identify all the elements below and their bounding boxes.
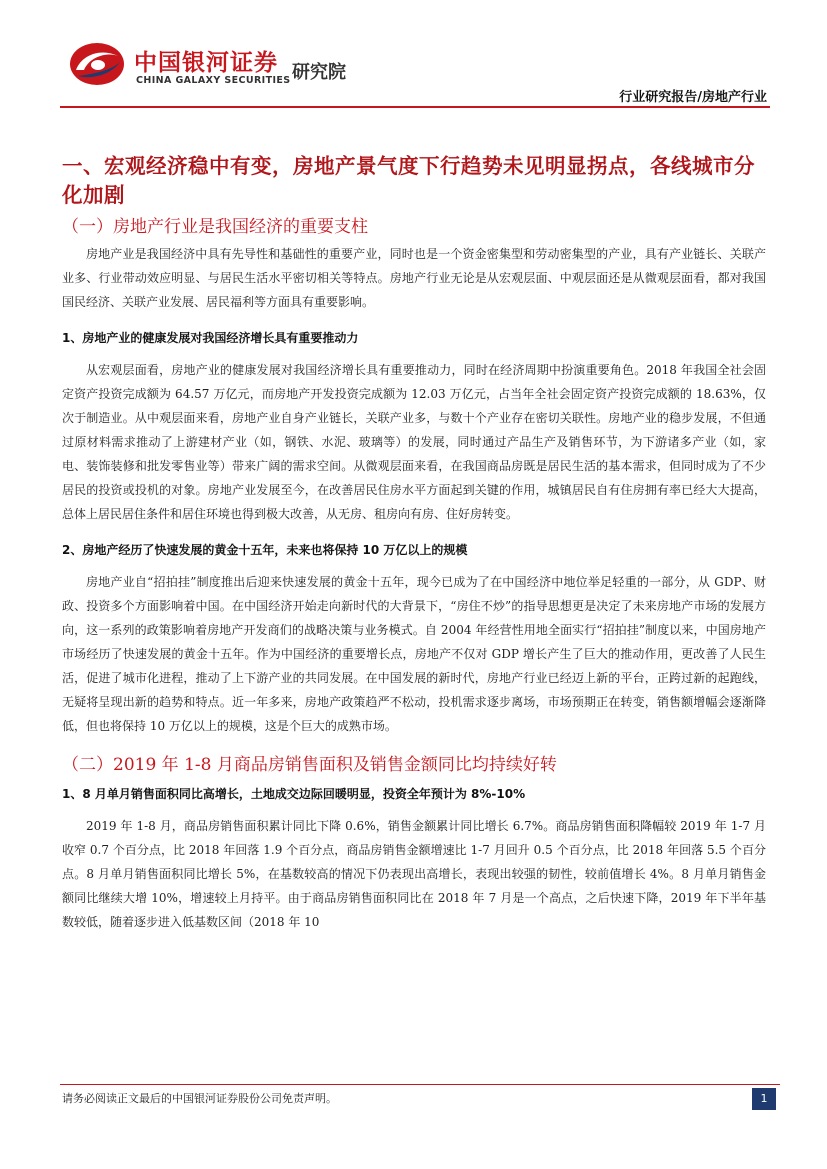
page-number: 1: [752, 1088, 776, 1110]
subsection-title-2: （二）2019 年 1-8 月商品房销售面积及销售金额同比均持续好转: [62, 755, 557, 775]
report-type-label: 行业研究报告/房地产行业: [619, 90, 767, 105]
point-1-paragraph: 从宏观层面看，房地产业的健康发展对我国经济增长具有重要推动力，同时在经济周期中扮演重要角色。2018 年我国全社会固定资产投资完成额为 64.57 万亿元，而房地产开发投资完成额为 12.03 万亿元，占当年全社会固定资产投资完成额的 18.63%，仅次于制造业。从中观层面来看，房地产业自身产业链长，关联产业多，与数十个产业存在密切关联性。房地产业的稳步发展，不但通过原材料需求推动了上游建材产业（如，钢铁、水泥、玻璃等）的发展，同时通过产品生产及销售环节，为下游诸多产业（如，家电、装饰装修和批发零售业等）带来广阔的需求空间。从微观层面来看，在我国商品房既是居民生活的基本需求，但同时成为了不少居民的投资或投机的对象。房地产业发展至今，在改善居民住房水平方面起到关键的作用，城镇居民自有住房拥有率已经大大提高，总体上居民居住条件和居住环境也得到极大改善，从无房、租房向有房、住好房转变。: [62, 363, 766, 521]
footer-divider: [60, 1084, 780, 1085]
point-2-heading: 2、房地产经历了快速发展的黄金十五年，未来也将保持 10 万亿以上的规模: [62, 543, 468, 557]
main-content: [62, 152, 766, 934]
sub2-point-1-heading: 1、8 月单月销售面积同比高增长，土地成交边际回暖明显，投资全年预计为 8%-10%: [62, 787, 526, 801]
section-title: 一、宏观经济稳中有变，房地产景气度下行趋势未见明显拐点，各线城市分化加剧: [62, 154, 755, 207]
point-2-paragraph: 房地产业自“招拍挂”制度推出后迎来快速发展的黄金十五年，现今已成为了在中国经济中地位举足轻重的一部分，从 GDP、财政、投资多个方面影响着中国。在中国经济开始走向新时代的大背景下，“房住不炒”的指导思想更是决定了未来房地产市场的发展方向，这一系列的政策影响着房地产开发商们的战略决策与业务模式。自 2004 年经营性用地全面实行“招拍挂”制度以来，中国房地产市场经历了快速发展的黄金十五年。作为中国经济的重要增长点，房地产不仅对 GDP 增长产生了巨大的推动作用，更改善了人民生活，促进了城市化进程，推动了上下游产业的共同发展。在中国发展的新时代，房地产行业已经迈上新的平台，正跨过新的起跑线，无疑将呈现出新的趋势和特点。近一年多来，房地产政策趋严不松动，投机需求逐步离场，市场预期正在转变，销售额增幅会逐渐降低，但也将保持 10 万亿以上的规模，这是个巨大的成熟市场。: [62, 575, 766, 733]
sub2-point-1-paragraph: 2019 年 1-8 月，商品房销售面积累计同比下降 0.6%，销售金额累计同比增长 6.7%。商品房销售面积降幅较 2019 年 1-7 月收窄 0.7 个百分点，比 2018 年回落 1.9 个百分点，商品房销售金额增速比 1-7 月回升 0.5 个百分点，比 2018 年回落 5.5 个百分点。8 月单月销售面积同比增长 5%，在基数较高的情况下仍表现出高增长，表现出较强的韧性，较前值增长 4%。8 月单月销售金额同比继续大增 10%，增速较上月持平。由于商品房销售面积同比在 2018 年 7 月是一个高点，之后快速下降，2019 年下半年基数较低，随着逐步进入低基数区间（2018 年 10: [62, 819, 766, 929]
header-divider: [60, 106, 770, 108]
point-1-heading: 1、房地产业的健康发展对我国经济增长具有重要推动力: [62, 331, 359, 345]
page-header: [0, 0, 827, 110]
company-logo-en: CHINA GALAXY SECURITIES: [136, 75, 291, 86]
institute-name: 研究院: [292, 62, 346, 83]
galaxy-swirl-icon: [68, 40, 126, 88]
disclaimer-text: 请务必阅读正文最后的中国银河证券股份公司免责声明。: [62, 1092, 337, 1105]
intro-paragraph: 房地产业是我国经济中具有先导性和基础性的重要产业，同时也是一个资金密集型和劳动密集型的产业，具有产业链长、关联产业多、行业带动效应明显、与居民生活水平密切相关等特点。房地产行业无论是从宏观层面、中观层面还是从微观层面看，都对我国国民经济、关联产业发展、居民福利等方面具有重要影响。: [62, 247, 766, 309]
company-logo-cn: 中国银河证券: [134, 50, 278, 76]
subsection-title-1: （一）房地产行业是我国经济的重要支柱: [62, 217, 368, 237]
